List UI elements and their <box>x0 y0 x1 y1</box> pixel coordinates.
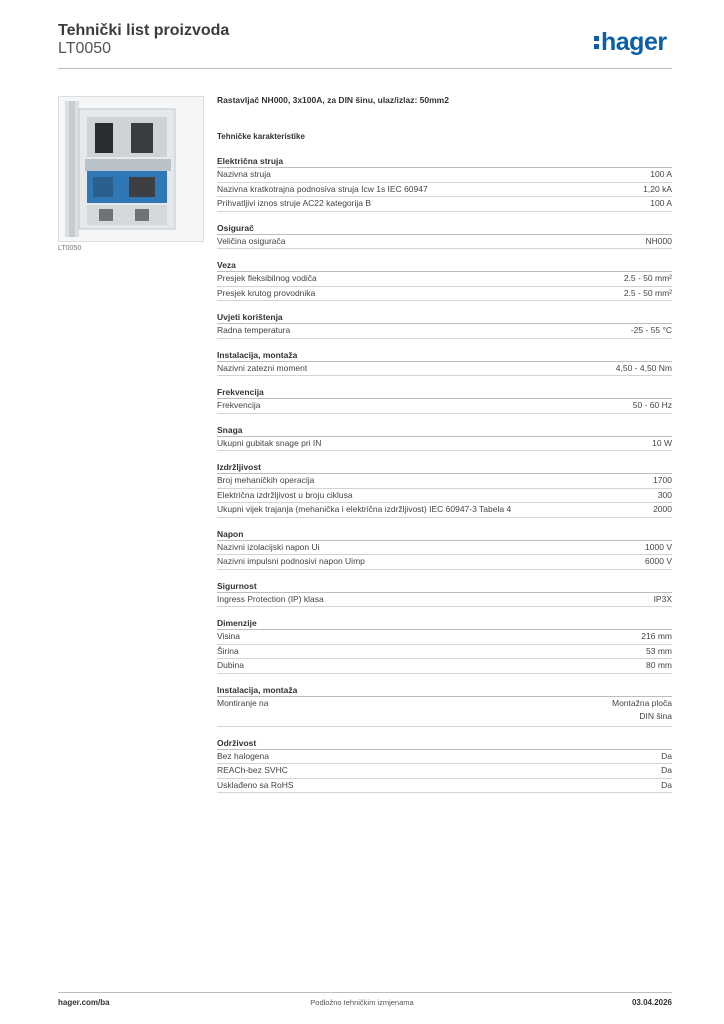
spec-row <box>217 555 672 570</box>
spec-value: NH000 <box>645 235 672 246</box>
logo-dots-icon <box>594 28 599 52</box>
spec-row <box>217 645 672 660</box>
spec-row <box>217 630 672 645</box>
section-title: Električna struja <box>217 155 672 168</box>
spec-value: 300 <box>657 489 672 500</box>
spec-row <box>217 324 672 339</box>
spec-row <box>217 750 672 765</box>
image-caption: LT0050 <box>58 245 82 252</box>
footer-website: hager.com/ba <box>58 998 110 1007</box>
spec-label: Dubina <box>217 660 244 670</box>
spec-section <box>217 684 672 727</box>
spec-value: 1,20 kA <box>643 183 672 194</box>
spec-section <box>217 424 672 452</box>
spec-label: Veličina osigurača <box>217 235 286 246</box>
spec-label: Bez halogena <box>217 750 269 761</box>
spec-row <box>217 659 672 674</box>
spec-value: 216 mm <box>641 631 672 641</box>
spec-value: 1000 V <box>645 541 672 552</box>
spec-label: Električna izdržljivost u broju ciklusa <box>217 489 353 500</box>
section-title: Sigurnost <box>217 580 672 593</box>
section-title: Osigurač <box>217 222 672 235</box>
spec-section <box>217 349 672 377</box>
spec-row <box>217 287 672 302</box>
spec-row <box>217 235 672 250</box>
header-divider <box>58 68 672 69</box>
spec-row <box>217 764 672 779</box>
footer-divider <box>58 992 672 993</box>
spec-label: Nazivna struja <box>217 169 271 179</box>
document-title: Tehnički list proizvoda <box>58 22 230 39</box>
spec-value: 4,50 - 4,50 Nm <box>615 362 672 373</box>
footer-date: 03.04.2026 <box>631 998 672 1007</box>
spec-section <box>217 528 672 570</box>
spec-row <box>217 183 672 198</box>
section-title: Frekvencija <box>217 386 672 399</box>
spec-value: 2.5 - 50 mm² <box>623 273 672 283</box>
spec-value: 10 W <box>652 437 672 448</box>
spec-value: 2000 <box>653 504 672 514</box>
spec-row <box>217 593 672 608</box>
section-title: Instalacija, montaža <box>217 349 672 362</box>
spec-label: Prihvatljivi iznos struje AC22 kategorija B <box>217 198 372 208</box>
spec-section <box>217 580 672 608</box>
spec-value: 2.5 - 50 mm² <box>623 287 672 298</box>
spec-section <box>217 737 672 794</box>
spec-section <box>217 155 672 212</box>
spec-row <box>217 541 672 556</box>
spec-label: Broj mehaničkih operacija <box>217 475 315 485</box>
section-title: Veza <box>217 259 672 272</box>
spec-row <box>217 168 672 183</box>
spec-label: Presjek fleksibilnog vodiča <box>217 273 317 283</box>
spec-row <box>217 489 672 504</box>
spec-value: 1700 <box>653 475 672 485</box>
spec-content <box>217 91 672 793</box>
product-code: LT0050 <box>58 40 112 57</box>
spec-label: Presjek krutog provodnika <box>217 287 316 298</box>
tech-characteristics-heading: Tehničke karakteristike <box>217 132 305 141</box>
spec-label: Radna temperatura <box>217 325 291 335</box>
section-title: Napon <box>217 528 672 541</box>
spec-value: 100 A <box>650 198 672 208</box>
spec-value: Da <box>661 750 672 761</box>
spec-label: Nazivna kratkotrajna podnosiva struja Icw 1s IEC 60947 <box>217 183 428 194</box>
footer-note: Podložno tehničkim izmjenama <box>310 998 414 1007</box>
spec-row <box>217 503 672 518</box>
spec-label: Širina <box>217 645 239 656</box>
spec-label: Nazivni zatezni moment <box>217 362 308 373</box>
spec-label: Visina <box>217 631 240 641</box>
spec-value: 6000 V <box>645 556 672 566</box>
spec-label: Ukupni vijek trajanja (mehanička i električna izdržljivost) IEC 60947-3 Tabela 4 <box>217 504 512 514</box>
spec-label: Frekvencija <box>217 400 261 410</box>
product-image <box>58 96 204 242</box>
spec-label: REACh-bez SVHC <box>217 765 288 775</box>
spec-row <box>217 272 672 287</box>
spec-section <box>217 617 672 674</box>
spec-section <box>217 259 672 301</box>
section-title: Održivost <box>217 737 672 750</box>
spec-label: Usklađeno sa RoHS <box>217 779 294 790</box>
section-title: Dimenzije <box>217 617 672 630</box>
spec-label: Ukupni gubitak snage pri IN <box>217 437 322 448</box>
spec-sections <box>217 155 672 793</box>
spec-section <box>217 386 672 414</box>
spec-value: 100 A <box>650 169 672 179</box>
spec-value: 80 mm <box>646 660 672 670</box>
spec-section <box>217 461 672 518</box>
spec-value: -25 - 55 °C <box>630 325 672 335</box>
product-title: Rastavljač NH000, 3x100A, za DIN šinu, ulaz/izlaz: 50mm2 <box>217 95 449 105</box>
spec-value: IP3X <box>653 593 672 604</box>
spec-row <box>217 779 672 794</box>
hager-logo: hager <box>594 28 667 57</box>
spec-section <box>217 222 672 250</box>
spec-value: Da <box>661 765 672 775</box>
spec-row <box>217 697 672 727</box>
spec-value: Montažna ploča DIN šina <box>611 697 672 721</box>
section-title: Izdržljivost <box>217 461 672 474</box>
section-title: Snaga <box>217 424 672 437</box>
spec-label: Ingress Protection (IP) klasa <box>217 593 324 604</box>
spec-section <box>217 311 672 339</box>
section-title: Uvjeti korištenja <box>217 311 672 324</box>
fuse-switch-illustration-icon <box>59 97 203 241</box>
spec-label: Nazivni impulsni podnosivi napon Uimp <box>217 556 365 566</box>
spec-row <box>217 399 672 414</box>
spec-row <box>217 362 672 377</box>
spec-value: Da <box>661 779 672 790</box>
spec-label: Nazivni izolacijski napon Ui <box>217 541 320 552</box>
spec-value: 50 - 60 Hz <box>632 400 672 410</box>
section-title: Instalacija, montaža <box>217 684 672 697</box>
spec-row <box>217 474 672 489</box>
spec-row <box>217 437 672 452</box>
spec-row <box>217 197 672 212</box>
spec-value: 53 mm <box>646 645 672 656</box>
spec-label: Montiranje na <box>217 697 269 708</box>
